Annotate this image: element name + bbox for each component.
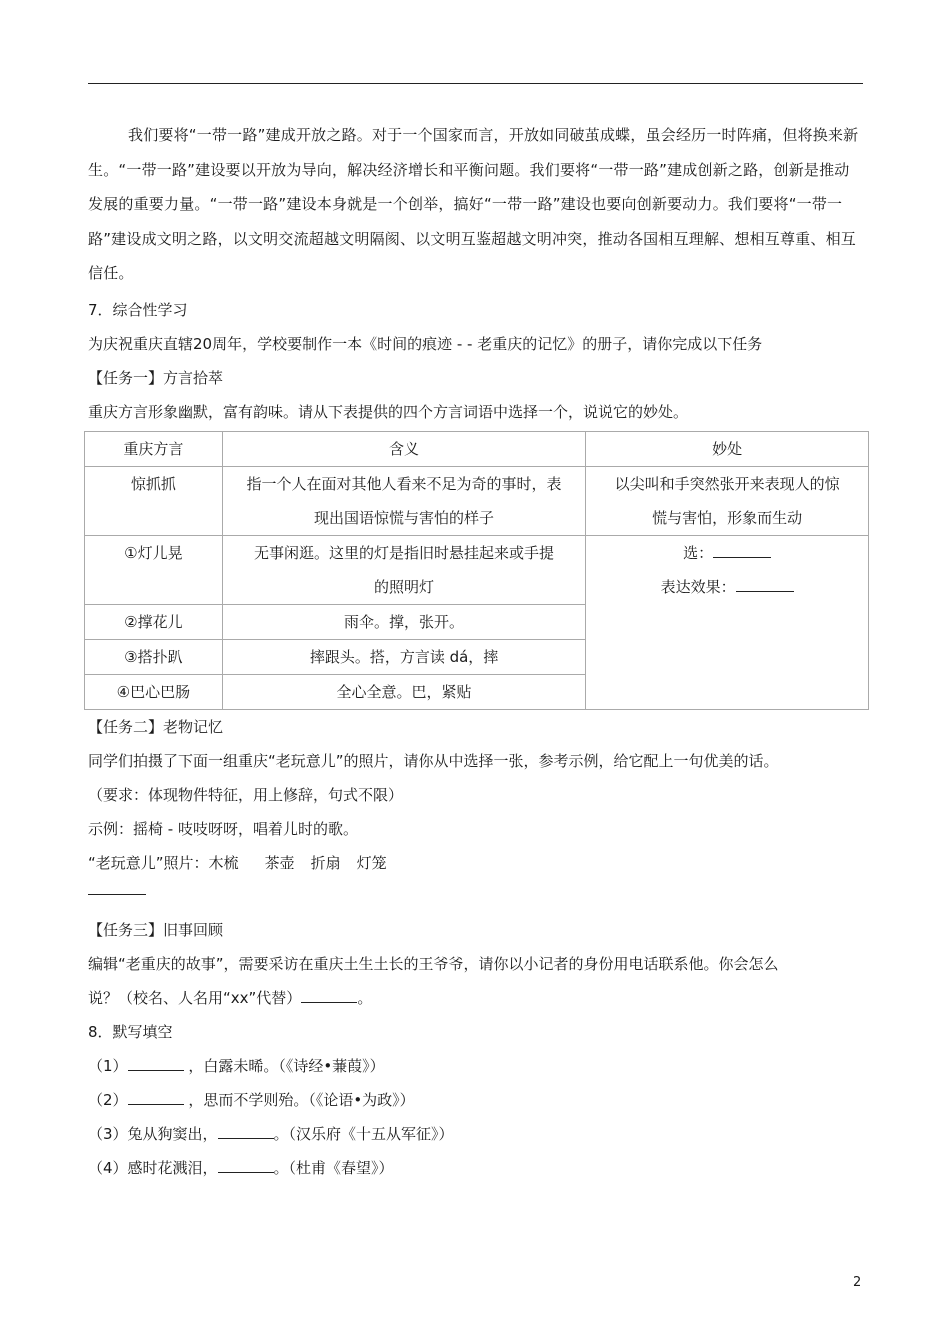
photo-teapot: 茶壶 [264,853,295,872]
task2-requirement: （要求：体现物件特征，用上修辞，句式不限） [88,785,404,804]
q8-item4-pre: （4）感时花溅泪， [88,1158,218,1177]
question-7-title: 7．综合性学习 [88,300,188,319]
header-rule [88,83,863,84]
task3-line1: 编辑“老重庆的故事”，需要采访在重庆土生土长的王爷爷，请你以小记者的身份用电话联系他。你会怎么 [88,954,779,973]
row2-meaning: 雨伞。撑，张开。 [222,604,586,639]
example-meaning-line1: 指一个人在面对其他人看来不足为奇的事时，表 [246,474,562,493]
q8-item1-post: ，白露未晞。（《诗经•蒹葭》） [188,1056,385,1075]
example-meaning [222,466,586,535]
task2-example: 示例：摇椅 - 吱吱呀呀，唱着儿时的歌。 [88,819,358,838]
photos-label: “老玩意儿”照片： [88,853,209,872]
row1-meaning-line1: 无事闲逛。这里的灯是指旧时悬挂起来或手提 [254,543,555,562]
page-number: 2 [853,1275,862,1290]
effect-blank[interactable] [736,573,794,592]
question-8-title: 8．默写填空 [88,1022,173,1041]
example-effect-line1: 以尖叫和手突然张开来表现人的惊 [614,474,840,493]
task3-line2-text: 说？（校名、人名用“xx”代替） [88,988,302,1007]
q8-item1-pre: （1） [88,1056,128,1075]
q8-item2-post: ，思而不学则殆。（《论语•为政》） [188,1090,415,1109]
example-meaning-line2: 现出国语惊慌与害怕的样子 [314,508,495,527]
row4-word: ④巴心巴肠 [85,674,223,709]
row3-meaning: 摔跟头。搭，方言读 dá，摔 [222,639,586,674]
header-dialect: 重庆方言 [85,431,223,466]
table-header-row [85,431,869,466]
example-word: 惊抓抓 [85,466,223,535]
q8-item3-blank[interactable] [218,1120,274,1139]
example-effect-line2: 慌与害怕，形象而生动 [652,508,803,527]
q8-item4-post: 。（杜甫《春望》） [273,1158,394,1177]
question-7-intro: 为庆祝重庆直辖20周年，学校要制作一本《时间的痕迹 - - 老重庆的记忆》的册子，请你完成以下任务 [88,334,763,353]
task1-instruction: 重庆方言形象幽默，富有韵味。请从下表提供的四个方言词语中选择一个，说说它的妙处。 [88,402,689,421]
answer-select-line [592,536,862,570]
q8-item-2 [88,1083,863,1117]
q8-item2-pre: （2） [88,1090,128,1109]
task2-instruction: 同学们拍摄了下面一组重庆“老玩意儿”的照片，请你从中选择一张，参考示例，给它配上一句优美的话。 [88,751,779,770]
select-blank[interactable] [713,539,771,558]
photo-lantern: 灯笼 [356,853,387,872]
table-row-example [85,466,869,535]
q8-item1-blank[interactable] [128,1052,184,1071]
task2-heading: 【任务二】老物记忆 [88,717,224,736]
task3-line2 [88,981,863,1015]
answer-effect-label: 表达效果： [660,577,736,596]
q8-item3-post: 。（汉乐府《十五从军征》） [273,1124,454,1143]
q8-item-4 [88,1151,863,1185]
row1-meaning [222,535,586,604]
row4-meaning: 全心全意。巴，紧贴 [222,674,586,709]
row2-word: ②撑花儿 [85,604,223,639]
header-meaning: 含义 [222,431,586,466]
row3-word: ③搭扑趴 [85,639,223,674]
example-effect [586,466,869,535]
q8-item-1 [88,1049,863,1083]
header-effect: 妙处 [586,431,869,466]
q8-item4-blank[interactable] [218,1154,274,1173]
task3-line2-end: 。 [357,988,373,1007]
task2-answer-blank[interactable] [88,894,146,913]
q8-item2-blank[interactable] [128,1086,184,1105]
task3-answer-blank[interactable] [301,984,357,1003]
answer-select-label: 选： [683,543,714,562]
photo-fan: 折扇 [310,853,341,872]
task2-photos [88,846,863,880]
q8-item3-pre: （3）兔从狗窦出， [88,1124,218,1143]
dialect-table [84,431,869,710]
passage-paragraph: 我们要将“一带一路”建成开放之路。对于一个国家而言，开放如同破茧成蝶，虽会经历一时阵痛，但将换来新生。“一带一路”建设要以开放为导向，解决经济增长和平衡问题。我们要将“一带一路”建成创新之路，创新是推动发展的重要力量。“一带一路”建设本身就是一个创举，搞好“一带一路”建设也要向创新要动力。我们要将“一带一路”建设成文明之路，以文明交流超越文明隔阂、以文明互鉴超越文明冲突，推动各国相互理解、想相互尊重、相互信任。 [88,126,859,282]
row1-meaning-line2: 的照明灯 [374,577,435,596]
answer-effect-line [592,570,862,604]
task3-heading: 【任务三】旧事回顾 [88,920,224,939]
page-content [88,118,863,1185]
row1-word: ①灯儿晃 [85,535,223,604]
task1-heading: 【任务一】方言拾萃 [88,368,224,387]
q8-item-3 [88,1117,863,1151]
photo-comb: 木梳 [208,853,239,872]
answer-cell [586,535,869,709]
table-row-1 [85,535,869,604]
